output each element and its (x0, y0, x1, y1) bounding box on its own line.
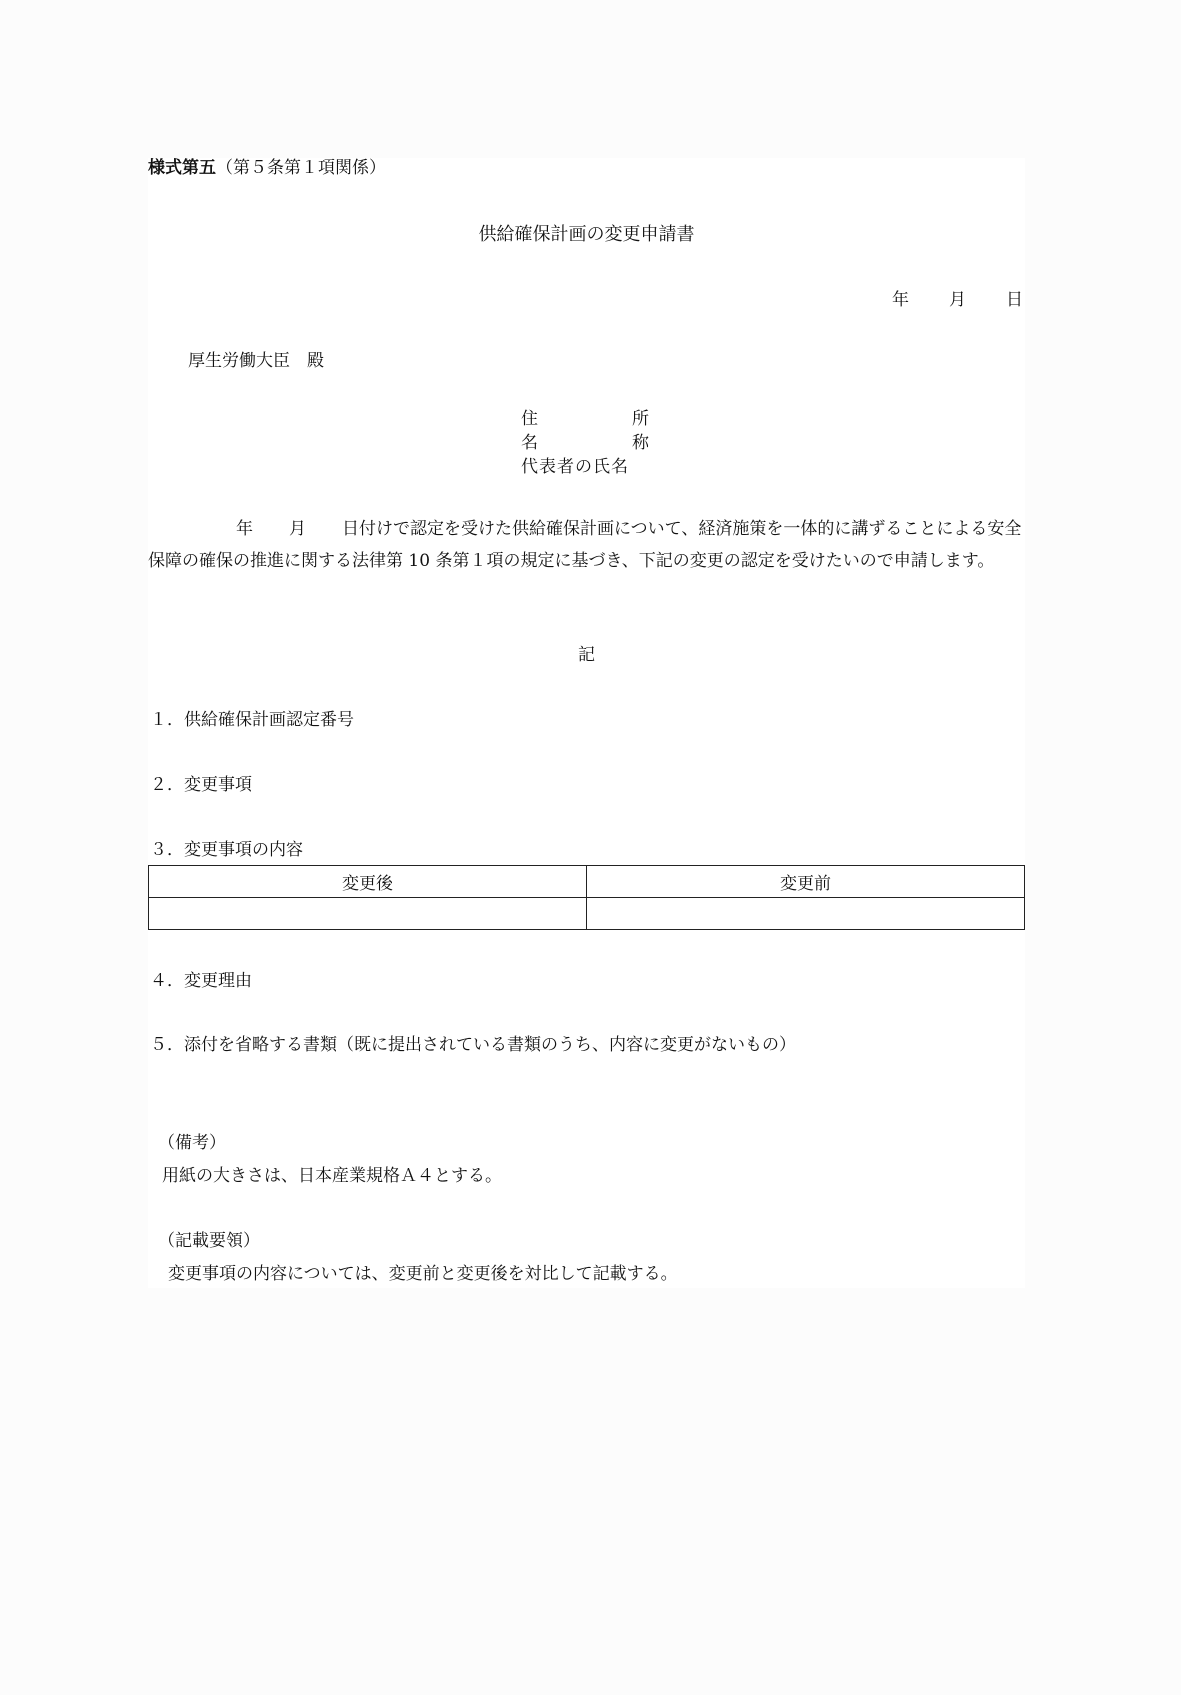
addressee: 厚生労働大臣 殿 (188, 351, 324, 371)
statement-month: 月 (289, 519, 306, 539)
statement-year: 年 (236, 519, 253, 539)
remarks-text: 用紙の大きさは、日本産業規格Ａ４とする。 (162, 1166, 502, 1186)
date-day: 日 (1006, 290, 1023, 310)
statement-text: 日付けで認定を受けた供給確保計画について、経済施策を一体的に講ずることによる安全保障の確保の推進に関する法律第 10 条第１項の規定に基づき、下記の変更の認定を受けたいので申請します。 (148, 519, 1022, 571)
table-row (149, 898, 1025, 930)
item-omitted-attachments: ５．添付を省略する書類（既に提出されている書類のうち、内容に変更がないもの） (150, 1035, 796, 1055)
applicant-representative-label: 代表者の氏名 (521, 457, 629, 477)
item-change-reason: ４．変更理由 (150, 971, 252, 991)
change-comparison-table (148, 865, 1025, 930)
date-line (892, 292, 1023, 309)
ki-heading: 記 (578, 645, 595, 665)
cell-before[interactable] (587, 898, 1025, 930)
item-certification-number: １．供給確保計画認定番号 (150, 710, 354, 730)
item-change-contents: ３．変更事項の内容 (150, 840, 303, 860)
form-label-number: 様式第五 (148, 158, 216, 178)
instructions-heading: （記載要領） (158, 1231, 260, 1251)
date-month: 月 (949, 290, 966, 310)
form-label (148, 160, 386, 177)
date-year: 年 (892, 290, 909, 310)
applicant-name-label: 名 称 (521, 433, 649, 453)
document-title: 供給確保計画の変更申請書 (478, 224, 695, 245)
cell-after[interactable] (149, 898, 587, 930)
remarks-heading: （備考） (158, 1133, 226, 1153)
column-after: 変更後 (149, 866, 587, 898)
application-statement (148, 513, 1025, 577)
document-page (148, 158, 1025, 1288)
item-change-matters: ２．変更事項 (150, 775, 252, 795)
form-label-reference: （第５条第１項関係） (216, 158, 386, 178)
column-before: 変更前 (587, 866, 1025, 898)
instructions-text: 変更事項の内容については、変更前と変更後を対比して記載する。 (168, 1264, 678, 1284)
applicant-address-label: 住 所 (521, 409, 649, 429)
table-header-row (149, 866, 1025, 898)
applicant-block (521, 409, 649, 481)
